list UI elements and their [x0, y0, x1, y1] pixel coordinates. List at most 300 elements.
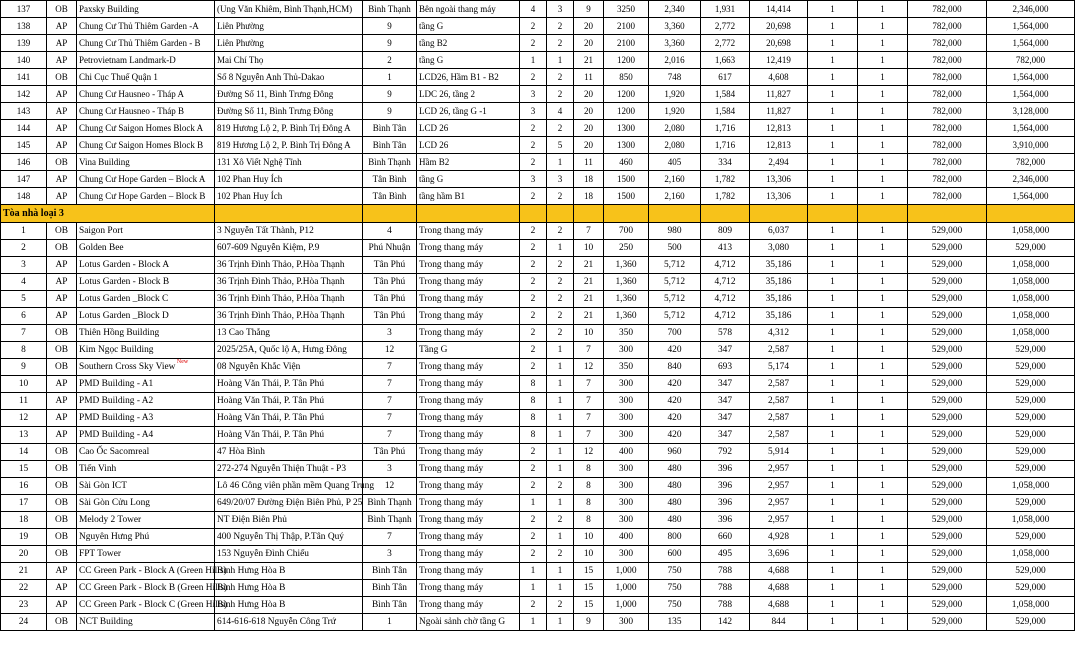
cell-c4: 1: [808, 580, 858, 597]
cell-district: 7: [363, 427, 417, 444]
cell-address: Liên Phường: [215, 18, 363, 35]
cell-no: 6: [1, 308, 47, 325]
cell-address: 2025/25A, Quốc lộ A, Hưng Đông: [215, 342, 363, 359]
table-row: [1, 308, 1075, 325]
cell-c2: 617: [701, 69, 750, 86]
cell-screens-b: 2: [547, 512, 574, 529]
cell-total-price: 529,000: [987, 580, 1075, 597]
cell-screens-a: 1: [520, 52, 547, 69]
cell-location: Trong thang máy: [417, 580, 520, 597]
cell-address: 400 Nguyễn Thị Thập, P.Tân Quý: [215, 529, 363, 546]
cell-c2: 1,716: [701, 120, 750, 137]
cell-address: Hoàng Văn Thái, P. Tân Phú: [215, 427, 363, 444]
cell-c5: 1: [858, 35, 908, 52]
cell-district: 1: [363, 69, 417, 86]
table-row: [1, 171, 1075, 188]
cell-location: tầng B2: [417, 35, 520, 52]
cell-screens-a: 2: [520, 137, 547, 154]
cell-floors: 7: [574, 427, 604, 444]
cell-unit-price: 529,000: [908, 580, 987, 597]
cell-location: Tầng G: [417, 342, 520, 359]
cell-c2: 1,931: [701, 1, 750, 18]
cell-type: AP: [47, 86, 77, 103]
cell-c5: 1: [858, 240, 908, 257]
cell-c4: 1: [808, 171, 858, 188]
cell-building-name: Lotus Garden _Block D: [77, 308, 215, 325]
section-header-row: [1, 205, 1075, 223]
table-row: [1, 223, 1075, 240]
cell-c3: 6,037: [750, 223, 808, 240]
cell-location: LCD 26, tầng G -1: [417, 103, 520, 120]
cell-c5: 1: [858, 52, 908, 69]
cell-unit-price: 782,000: [908, 35, 987, 52]
cell-total-price: 2,346,000: [987, 1, 1075, 18]
cell-total-price: 1,058,000: [987, 274, 1075, 291]
cell-screens-a: 1: [520, 563, 547, 580]
cell-c4: 1: [808, 257, 858, 274]
cell-location: Ngoài sảnh chờ tầng G: [417, 614, 520, 631]
table-row: [1, 393, 1075, 410]
cell-total-price: 1,058,000: [987, 291, 1075, 308]
cell-c2: 396: [701, 512, 750, 529]
cell-floors: 21: [574, 52, 604, 69]
cell-screens-b: 1: [547, 614, 574, 631]
cell-screens-a: 2: [520, 257, 547, 274]
cell-no: 14: [1, 444, 47, 461]
cell-c2: 4,712: [701, 291, 750, 308]
cell-unit-price: 529,000: [908, 274, 987, 291]
cell-unit-price: 782,000: [908, 1, 987, 18]
cell-address: Số 8 Nguyễn Anh Thủ-Dakao: [215, 69, 363, 86]
cell-address: 153 Nguyễn Đình Chiểu: [215, 546, 363, 563]
cell-units: 3250: [604, 1, 649, 18]
cell-unit-price: 529,000: [908, 359, 987, 376]
cell-c4: 1: [808, 529, 858, 546]
cell-district: 3: [363, 461, 417, 478]
cell-type: OB: [47, 359, 77, 376]
cell-address: 614-616-618 Nguyễn Công Trứ: [215, 614, 363, 631]
cell-c1: 600: [649, 546, 701, 563]
cell-type: OB: [47, 461, 77, 478]
cell-c3: 4,688: [750, 580, 808, 597]
cell-total-price: 1,564,000: [987, 69, 1075, 86]
cell-address: 08 Nguyễn Khắc Viện: [215, 359, 363, 376]
cell-c1: 750: [649, 580, 701, 597]
cell-screens-a: 2: [520, 308, 547, 325]
cell-screens-a: 2: [520, 461, 547, 478]
cell-district: 7: [363, 529, 417, 546]
cell-units: 300: [604, 410, 649, 427]
cell-screens-b: 1: [547, 495, 574, 512]
cell-building-name: CC Green Park - Block C (Green Hills): [77, 597, 215, 614]
cell-screens-a: 2: [520, 18, 547, 35]
cell-floors: 20: [574, 103, 604, 120]
cell-c3: 13,306: [750, 188, 808, 205]
cell-district: Bình Thạnh: [363, 495, 417, 512]
cell-c5: 1: [858, 223, 908, 240]
table-row: [1, 274, 1075, 291]
cell-screens-b: 2: [547, 223, 574, 240]
cell-c1: 2,340: [649, 1, 701, 18]
cell-address: 131 Xô Viết Nghệ Tĩnh: [215, 154, 363, 171]
cell-no: 143: [1, 103, 47, 120]
cell-location: Trong thang máy: [417, 597, 520, 614]
cell-unit-price: 529,000: [908, 427, 987, 444]
cell-c2: 1,782: [701, 188, 750, 205]
table-row: [1, 52, 1075, 69]
cell-screens-b: 1: [547, 461, 574, 478]
cell-location: LCD26, Hầm B1 - B2: [417, 69, 520, 86]
cell-c5: 1: [858, 1, 908, 18]
cell-c5: 1: [858, 308, 908, 325]
cell-c1: 1,920: [649, 103, 701, 120]
cell-c3: 2,587: [750, 393, 808, 410]
cell-c5: 1: [858, 18, 908, 35]
cell-c3: 2,957: [750, 461, 808, 478]
cell-screens-b: 2: [547, 86, 574, 103]
cell-screens-b: 2: [547, 18, 574, 35]
cell-total-price: 1,564,000: [987, 120, 1075, 137]
cell-c1: 980: [649, 223, 701, 240]
cell-no: 15: [1, 461, 47, 478]
cell-district: Bình Thạnh: [363, 154, 417, 171]
cell-c5: 1: [858, 376, 908, 393]
cell-unit-price: 529,000: [908, 308, 987, 325]
cell-c4: 1: [808, 461, 858, 478]
cell-c5: 1: [858, 257, 908, 274]
cell-c3: 2,587: [750, 376, 808, 393]
cell-type: OB: [47, 69, 77, 86]
cell-type: OB: [47, 1, 77, 18]
cell-c2: 347: [701, 376, 750, 393]
cell-location: Trong thang máy: [417, 427, 520, 444]
table-row: [1, 103, 1075, 120]
cell-total-price: 529,000: [987, 393, 1075, 410]
cell-units: 300: [604, 342, 649, 359]
cell-c5: 1: [858, 103, 908, 120]
cell-location: Trong thang máy: [417, 274, 520, 291]
cell-total-price: 529,000: [987, 410, 1075, 427]
cell-district: 3: [363, 546, 417, 563]
cell-building-name: Cao Ốc Sacomreal: [77, 444, 215, 461]
cell-unit-price: 782,000: [908, 18, 987, 35]
cell-unit-price: 529,000: [908, 376, 987, 393]
cell-screens-a: 1: [520, 580, 547, 597]
cell-c1: 750: [649, 563, 701, 580]
cell-c5: 1: [858, 461, 908, 478]
cell-c1: 2,160: [649, 171, 701, 188]
cell-c4: 1: [808, 614, 858, 631]
cell-c2: 1,584: [701, 103, 750, 120]
cell-units: 1200: [604, 86, 649, 103]
cell-c5: 1: [858, 580, 908, 597]
cell-units: 300: [604, 393, 649, 410]
cell-no: 13: [1, 427, 47, 444]
cell-units: 250: [604, 240, 649, 257]
cell-c3: 35,186: [750, 291, 808, 308]
cell-floors: 21: [574, 274, 604, 291]
cell-unit-price: 782,000: [908, 188, 987, 205]
cell-c1: 2,016: [649, 52, 701, 69]
cell-building-name: Chung Cư Hausneo - Tháp A: [77, 86, 215, 103]
table-row: [1, 427, 1075, 444]
cell-units: 1500: [604, 171, 649, 188]
cell-c4: 1: [808, 495, 858, 512]
cell-c4: 1: [808, 546, 858, 563]
cell-c5: 1: [858, 86, 908, 103]
cell-floors: 10: [574, 325, 604, 342]
cell-c2: 788: [701, 580, 750, 597]
cell-units: 1200: [604, 52, 649, 69]
cell-address: Hoàng Văn Thái, P. Tân Phú: [215, 393, 363, 410]
cell-type: AP: [47, 580, 77, 597]
cell-location: Trong thang máy: [417, 240, 520, 257]
cell-c3: 12,813: [750, 137, 808, 154]
cell-district: 7: [363, 359, 417, 376]
cell-floors: 18: [574, 188, 604, 205]
cell-c3: 35,186: [750, 257, 808, 274]
cell-total-price: 782,000: [987, 52, 1075, 69]
cell-unit-price: 529,000: [908, 410, 987, 427]
cell-c1: 420: [649, 342, 701, 359]
cell-type: OB: [47, 240, 77, 257]
cell-total-price: 1,058,000: [987, 257, 1075, 274]
cell-type: AP: [47, 291, 77, 308]
cell-no: 4: [1, 274, 47, 291]
cell-c1: 2,160: [649, 188, 701, 205]
cell-total-price: 1,058,000: [987, 325, 1075, 342]
cell-unit-price: 529,000: [908, 529, 987, 546]
cell-floors: 18: [574, 171, 604, 188]
cell-c5: 1: [858, 137, 908, 154]
cell-units: 1500: [604, 188, 649, 205]
cell-no: 16: [1, 478, 47, 495]
cell-total-price: 1,058,000: [987, 478, 1075, 495]
cell-floors: 20: [574, 120, 604, 137]
cell-c5: 1: [858, 188, 908, 205]
cell-type: OB: [47, 444, 77, 461]
cell-units: 400: [604, 444, 649, 461]
cell-type: AP: [47, 120, 77, 137]
cell-screens-a: 2: [520, 325, 547, 342]
cell-screens-b: 2: [547, 291, 574, 308]
cell-c5: 1: [858, 410, 908, 427]
cell-building-name: Chung Cư Thủ Thiêm Garden -A: [77, 18, 215, 35]
table-row: [1, 359, 1075, 376]
cell-c2: 788: [701, 597, 750, 614]
cell-floors: 8: [574, 495, 604, 512]
cell-screens-b: 2: [547, 546, 574, 563]
cell-c3: 14,414: [750, 1, 808, 18]
cell-location: tầng G: [417, 52, 520, 69]
cell-units: 300: [604, 427, 649, 444]
cell-screens-a: 4: [520, 1, 547, 18]
cell-district: 1: [363, 614, 417, 631]
cell-floors: 21: [574, 291, 604, 308]
cell-address: 36 Trịnh Đình Thảo, P.Hòa Thạnh: [215, 291, 363, 308]
cell-no: 144: [1, 120, 47, 137]
cell-total-price: 2,346,000: [987, 171, 1075, 188]
cell-floors: 7: [574, 393, 604, 410]
cell-c5: 1: [858, 495, 908, 512]
cell-total-price: 1,058,000: [987, 597, 1075, 614]
cell-address: Hoàng Văn Thái, P. Tân Phú: [215, 376, 363, 393]
cell-screens-a: 8: [520, 410, 547, 427]
cell-c3: 4,928: [750, 529, 808, 546]
cell-building-name: Nguyên Hưng Phú: [77, 529, 215, 546]
table-row: [1, 478, 1075, 495]
cell-c2: 693: [701, 359, 750, 376]
cell-c5: 1: [858, 478, 908, 495]
cell-floors: 12: [574, 444, 604, 461]
cell-screens-b: 5: [547, 137, 574, 154]
cell-building-name: Tiến Vinh: [77, 461, 215, 478]
cell-building-name: Chung Cư Saigon Homes Block A: [77, 120, 215, 137]
cell-total-price: 782,000: [987, 154, 1075, 171]
cell-floors: 20: [574, 35, 604, 52]
cell-c1: 480: [649, 478, 701, 495]
cell-floors: 11: [574, 69, 604, 86]
cell-location: Trong thang máy: [417, 410, 520, 427]
cell-no: 20: [1, 546, 47, 563]
cell-c2: 495: [701, 546, 750, 563]
cell-c2: 792: [701, 444, 750, 461]
table-row: [1, 563, 1075, 580]
cell-screens-a: 2: [520, 69, 547, 86]
cell-district: Bình Tân: [363, 597, 417, 614]
cell-total-price: 1,564,000: [987, 86, 1075, 103]
cell-c4: 1: [808, 291, 858, 308]
cell-address: (Ung Văn Khiêm, Bình Thạnh,HCM): [215, 1, 363, 18]
cell-type: AP: [47, 427, 77, 444]
cell-type: AP: [47, 18, 77, 35]
cell-c1: 135: [649, 614, 701, 631]
cell-units: 850: [604, 69, 649, 86]
cell-location: tầng hầm B1: [417, 188, 520, 205]
cell-type: OB: [47, 546, 77, 563]
cell-c1: 3,360: [649, 18, 701, 35]
cell-c4: 1: [808, 188, 858, 205]
cell-screens-b: 2: [547, 35, 574, 52]
cell-total-price: 529,000: [987, 376, 1075, 393]
cell-unit-price: 529,000: [908, 325, 987, 342]
cell-c2: 413: [701, 240, 750, 257]
cell-units: 1,360: [604, 308, 649, 325]
cell-screens-b: 2: [547, 274, 574, 291]
cell-no: 8: [1, 342, 47, 359]
cell-screens-b: 1: [547, 154, 574, 171]
cell-c1: 5,712: [649, 274, 701, 291]
cell-c4: 1: [808, 120, 858, 137]
cell-c3: 12,813: [750, 120, 808, 137]
cell-building-name: Chung Cư Thủ Thiêm Garden - B: [77, 35, 215, 52]
cell-district: 3: [363, 325, 417, 342]
cell-c2: 347: [701, 427, 750, 444]
cell-c3: 4,688: [750, 563, 808, 580]
cell-c3: 2,494: [750, 154, 808, 171]
cell-type: AP: [47, 308, 77, 325]
cell-location: Trong thang máy: [417, 478, 520, 495]
cell-units: 300: [604, 614, 649, 631]
cell-total-price: 529,000: [987, 342, 1075, 359]
cell-no: 137: [1, 1, 47, 18]
table-row: [1, 546, 1075, 563]
cell-location: Trong thang máy: [417, 376, 520, 393]
cell-c2: 1,782: [701, 171, 750, 188]
cell-c1: 480: [649, 461, 701, 478]
cell-screens-b: 3: [547, 171, 574, 188]
cell-building-name: PMD Building - A3: [77, 410, 215, 427]
cell-floors: 15: [574, 580, 604, 597]
cell-c4: 1: [808, 342, 858, 359]
cell-district: 9: [363, 18, 417, 35]
cell-c5: 1: [858, 359, 908, 376]
table-row: [1, 597, 1075, 614]
cell-c3: 20,698: [750, 18, 808, 35]
cell-units: 2100: [604, 18, 649, 35]
cell-screens-b: 2: [547, 597, 574, 614]
cell-c5: 1: [858, 444, 908, 461]
table-row: [1, 291, 1075, 308]
cell-no: 3: [1, 257, 47, 274]
cell-location: Hầm B2: [417, 154, 520, 171]
cell-screens-a: 2: [520, 35, 547, 52]
table-row: [1, 120, 1075, 137]
cell-units: 1,360: [604, 257, 649, 274]
table-row: [1, 325, 1075, 342]
cell-floors: 10: [574, 546, 604, 563]
cell-no: 21: [1, 563, 47, 580]
cell-building-name: Thiên Hồng Building: [77, 325, 215, 342]
cell-district: Bình Thạnh: [363, 1, 417, 18]
cell-type: OB: [47, 154, 77, 171]
cell-screens-a: 8: [520, 393, 547, 410]
cell-total-price: 1,564,000: [987, 35, 1075, 52]
cell-c2: 334: [701, 154, 750, 171]
cell-c2: 347: [701, 342, 750, 359]
cell-unit-price: 529,000: [908, 546, 987, 563]
cell-c4: 1: [808, 376, 858, 393]
cell-floors: 9: [574, 1, 604, 18]
cell-building-name: Paxsky Building: [77, 1, 215, 18]
cell-address: Bình Hưng Hòa B: [215, 597, 363, 614]
cell-c1: 700: [649, 325, 701, 342]
cell-c1: 960: [649, 444, 701, 461]
cell-unit-price: 529,000: [908, 478, 987, 495]
cell-units: 700: [604, 223, 649, 240]
cell-floors: 12: [574, 359, 604, 376]
cell-address: 819 Hương Lộ 2, P. Bình Trị Đông A: [215, 137, 363, 154]
cell-unit-price: 529,000: [908, 342, 987, 359]
cell-type: OB: [47, 529, 77, 546]
cell-unit-price: 782,000: [908, 137, 987, 154]
cell-c2: 2,772: [701, 35, 750, 52]
cell-type: AP: [47, 257, 77, 274]
cell-floors: 21: [574, 257, 604, 274]
cell-address: 3 Nguyễn Tất Thành, P12: [215, 223, 363, 240]
cell-address: Đường Số 11, Bình Trưng Đông: [215, 86, 363, 103]
cell-c2: 1,716: [701, 137, 750, 154]
cell-building-name: Chung Cư Saigon Homes Block B: [77, 137, 215, 154]
cell-building-name: Chung Cư Hausneo - Tháp B: [77, 103, 215, 120]
cell-no: 140: [1, 52, 47, 69]
cell-total-price: 529,000: [987, 444, 1075, 461]
cell-address: Bình Hưng Hòa B: [215, 580, 363, 597]
cell-screens-a: 2: [520, 188, 547, 205]
cell-building-name: Chi Cục Thuế Quận 1: [77, 69, 215, 86]
cell-c5: 1: [858, 614, 908, 631]
cell-floors: 8: [574, 478, 604, 495]
